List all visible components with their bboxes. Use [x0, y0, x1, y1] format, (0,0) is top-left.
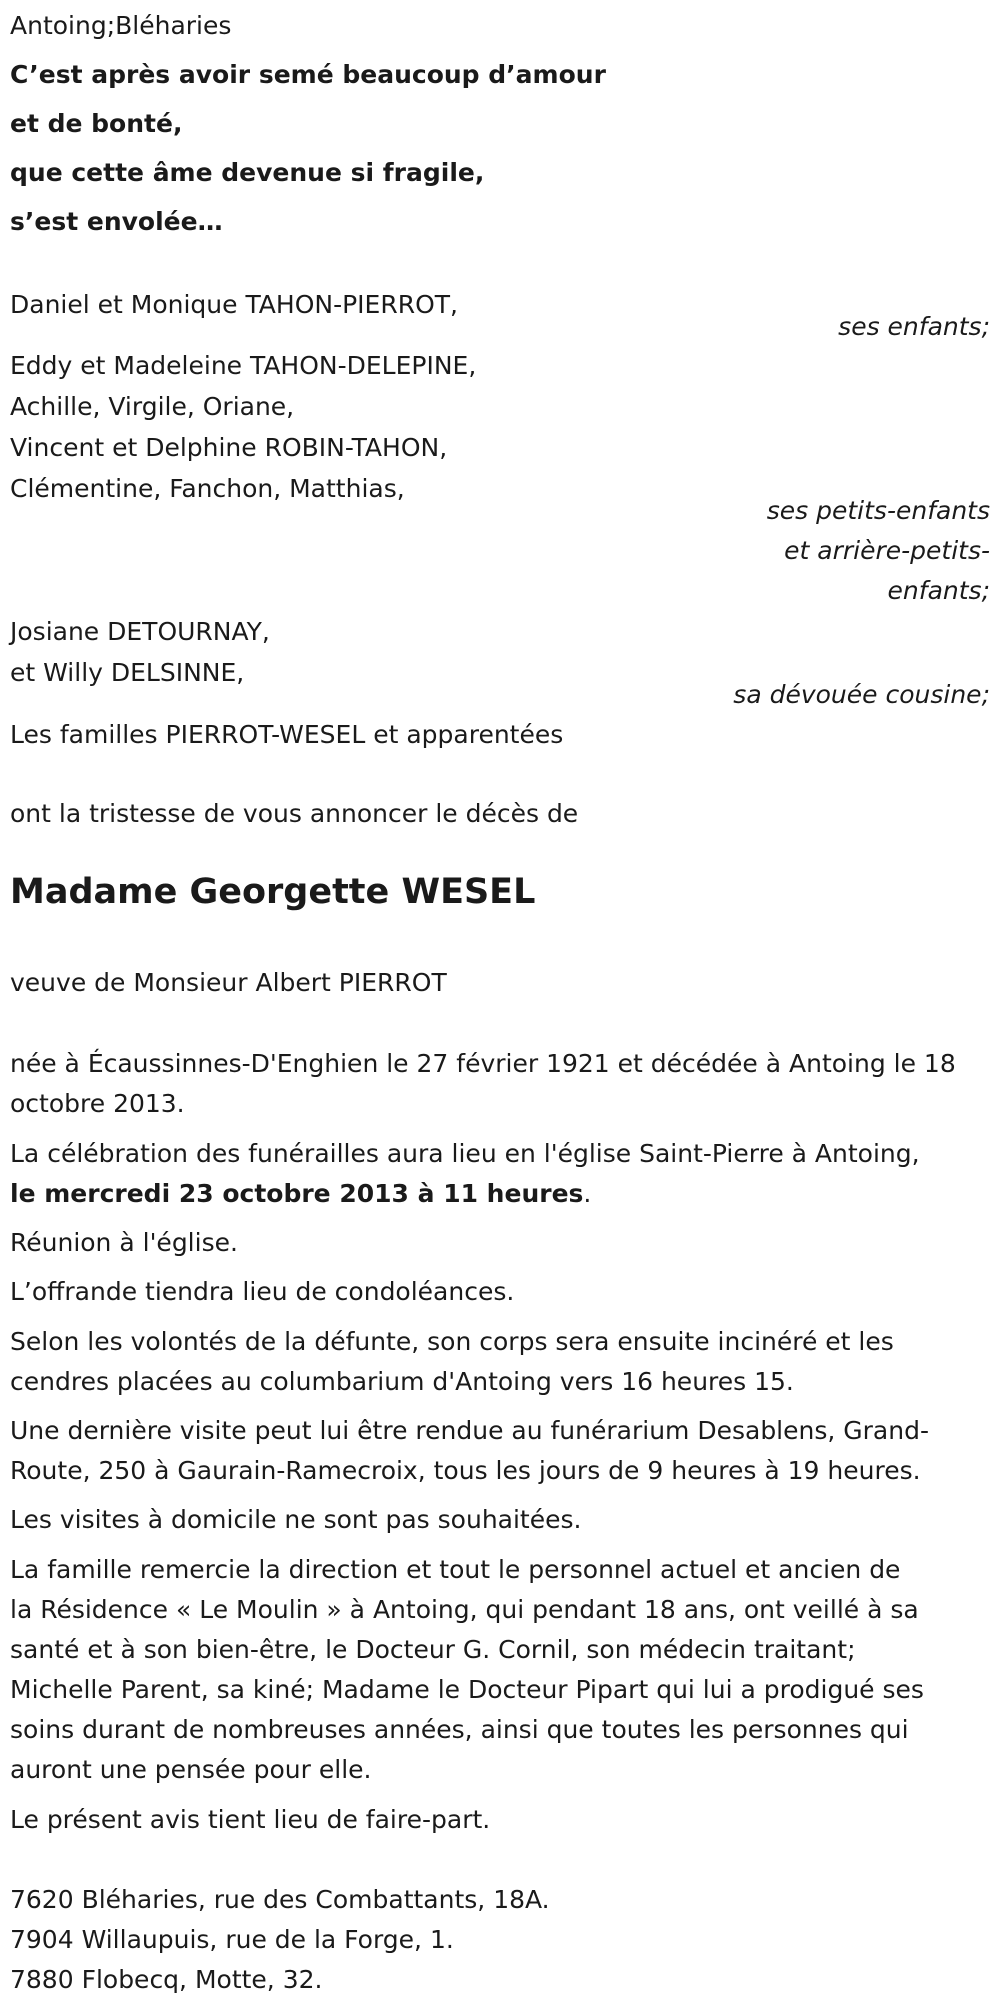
grandchildren-name: Eddy et Madeleine TAHON-DELEPINE, [10, 351, 477, 380]
location-header: Antoing;Bléharies [10, 11, 232, 40]
visit-text: Route, 250 à Gaurain-Ramecroix, tous les jours de 9 heures à 19 heures. [10, 1456, 921, 1485]
thanks-text: la Résidence « Le Moulin » à Antoing, qui pendant 18 ans, ont veillé à sa [10, 1595, 919, 1624]
thanks-text: Michelle Parent, sa kiné; Madame le Docteur Pipart qui lui a prodigué ses [10, 1675, 924, 1704]
cremation-text: cendres placées au columbarium d'Antoing vers 16 heures 15. [10, 1367, 794, 1396]
funeral-end: . [583, 1179, 592, 1208]
cousin-relation: sa dévouée cousine; [733, 680, 990, 709]
visit-text: Une dernière visite peut lui être rendue au funérarium Desablens, Grand- [10, 1416, 929, 1445]
cremation-text: Selon les volontés de la défunte, son corps sera ensuite incinéré et les [10, 1327, 894, 1356]
poem-line: que cette âme devenue si fragile, [10, 158, 485, 187]
poem-line: et de bonté, [10, 109, 183, 138]
funeral-date: le mercredi 23 octobre 2013 à 11 heures [10, 1179, 584, 1208]
address-line: 7620 Bléharies, rue des Combattants, 18A. [10, 1885, 550, 1914]
thanks-text: santé et à son bien-être, le Docteur G. Cornil, son médecin traitant; [10, 1635, 856, 1664]
grandchildren-relation: ses petits-enfants [766, 496, 990, 525]
thanks-text: La famille remercie la direction et tout le personnel actuel et ancien de [10, 1555, 901, 1584]
grandchildren-relation: et arrière-petits- [784, 536, 990, 565]
offering-text: L’offrande tiendra lieu de condoléances. [10, 1277, 515, 1306]
notice-text: Le présent avis tient lieu de faire-part. [10, 1805, 491, 1834]
funeral-text: La célébration des funérailles aura lieu en l'église Saint-Pierre à Antoing, [10, 1139, 920, 1168]
cousin-name: et Willy DELSINNE, [10, 658, 245, 687]
address-line: 7904 Willaupuis, rue de la Forge, 1. [10, 1925, 454, 1954]
no-home-visits-text: Les visites à domicile ne sont pas souhaitées. [10, 1505, 582, 1534]
children-names: Daniel et Monique TAHON-PIERROT, [10, 290, 458, 319]
children-relation: ses enfants; [838, 312, 990, 341]
thanks-text: soins durant de nombreuses années, ainsi que toutes les personnes qui [10, 1715, 909, 1744]
spouse-text: veuve de Monsieur Albert PIERROT [10, 968, 447, 997]
grandchildren-name: Clémentine, Fanchon, Matthias, [10, 474, 405, 503]
grandchildren-name: Achille, Virgile, Oriane, [10, 392, 295, 421]
funeral-date-line [10, 1174, 591, 1214]
cousin-name: Josiane DETOURNAY, [10, 617, 270, 646]
poem-line: C’est après avoir semé beaucoup d’amour [10, 60, 606, 89]
other-families: Les familles PIERROT-WESEL et apparentées [10, 720, 564, 749]
birth-death-text: octobre 2013. [10, 1089, 185, 1118]
grandchildren-name: Vincent et Delphine ROBIN-TAHON, [10, 433, 448, 462]
deceased-name: Madame Georgette WESEL [10, 872, 536, 912]
announcement-text: ont la tristesse de vous annoncer le décès de [10, 799, 579, 828]
grandchildren-relation: enfants; [887, 576, 990, 605]
poem-line: s’est envolée… [10, 207, 223, 236]
address-line: 7880 Flobecq, Motte, 32. [10, 1965, 323, 1994]
thanks-text: auront une pensée pour elle. [10, 1755, 372, 1784]
birth-death-text: née à Écaussinnes-D'Enghien le 27 février 1921 et décédée à Antoing le 18 [10, 1049, 956, 1078]
meeting-text: Réunion à l'église. [10, 1228, 238, 1257]
